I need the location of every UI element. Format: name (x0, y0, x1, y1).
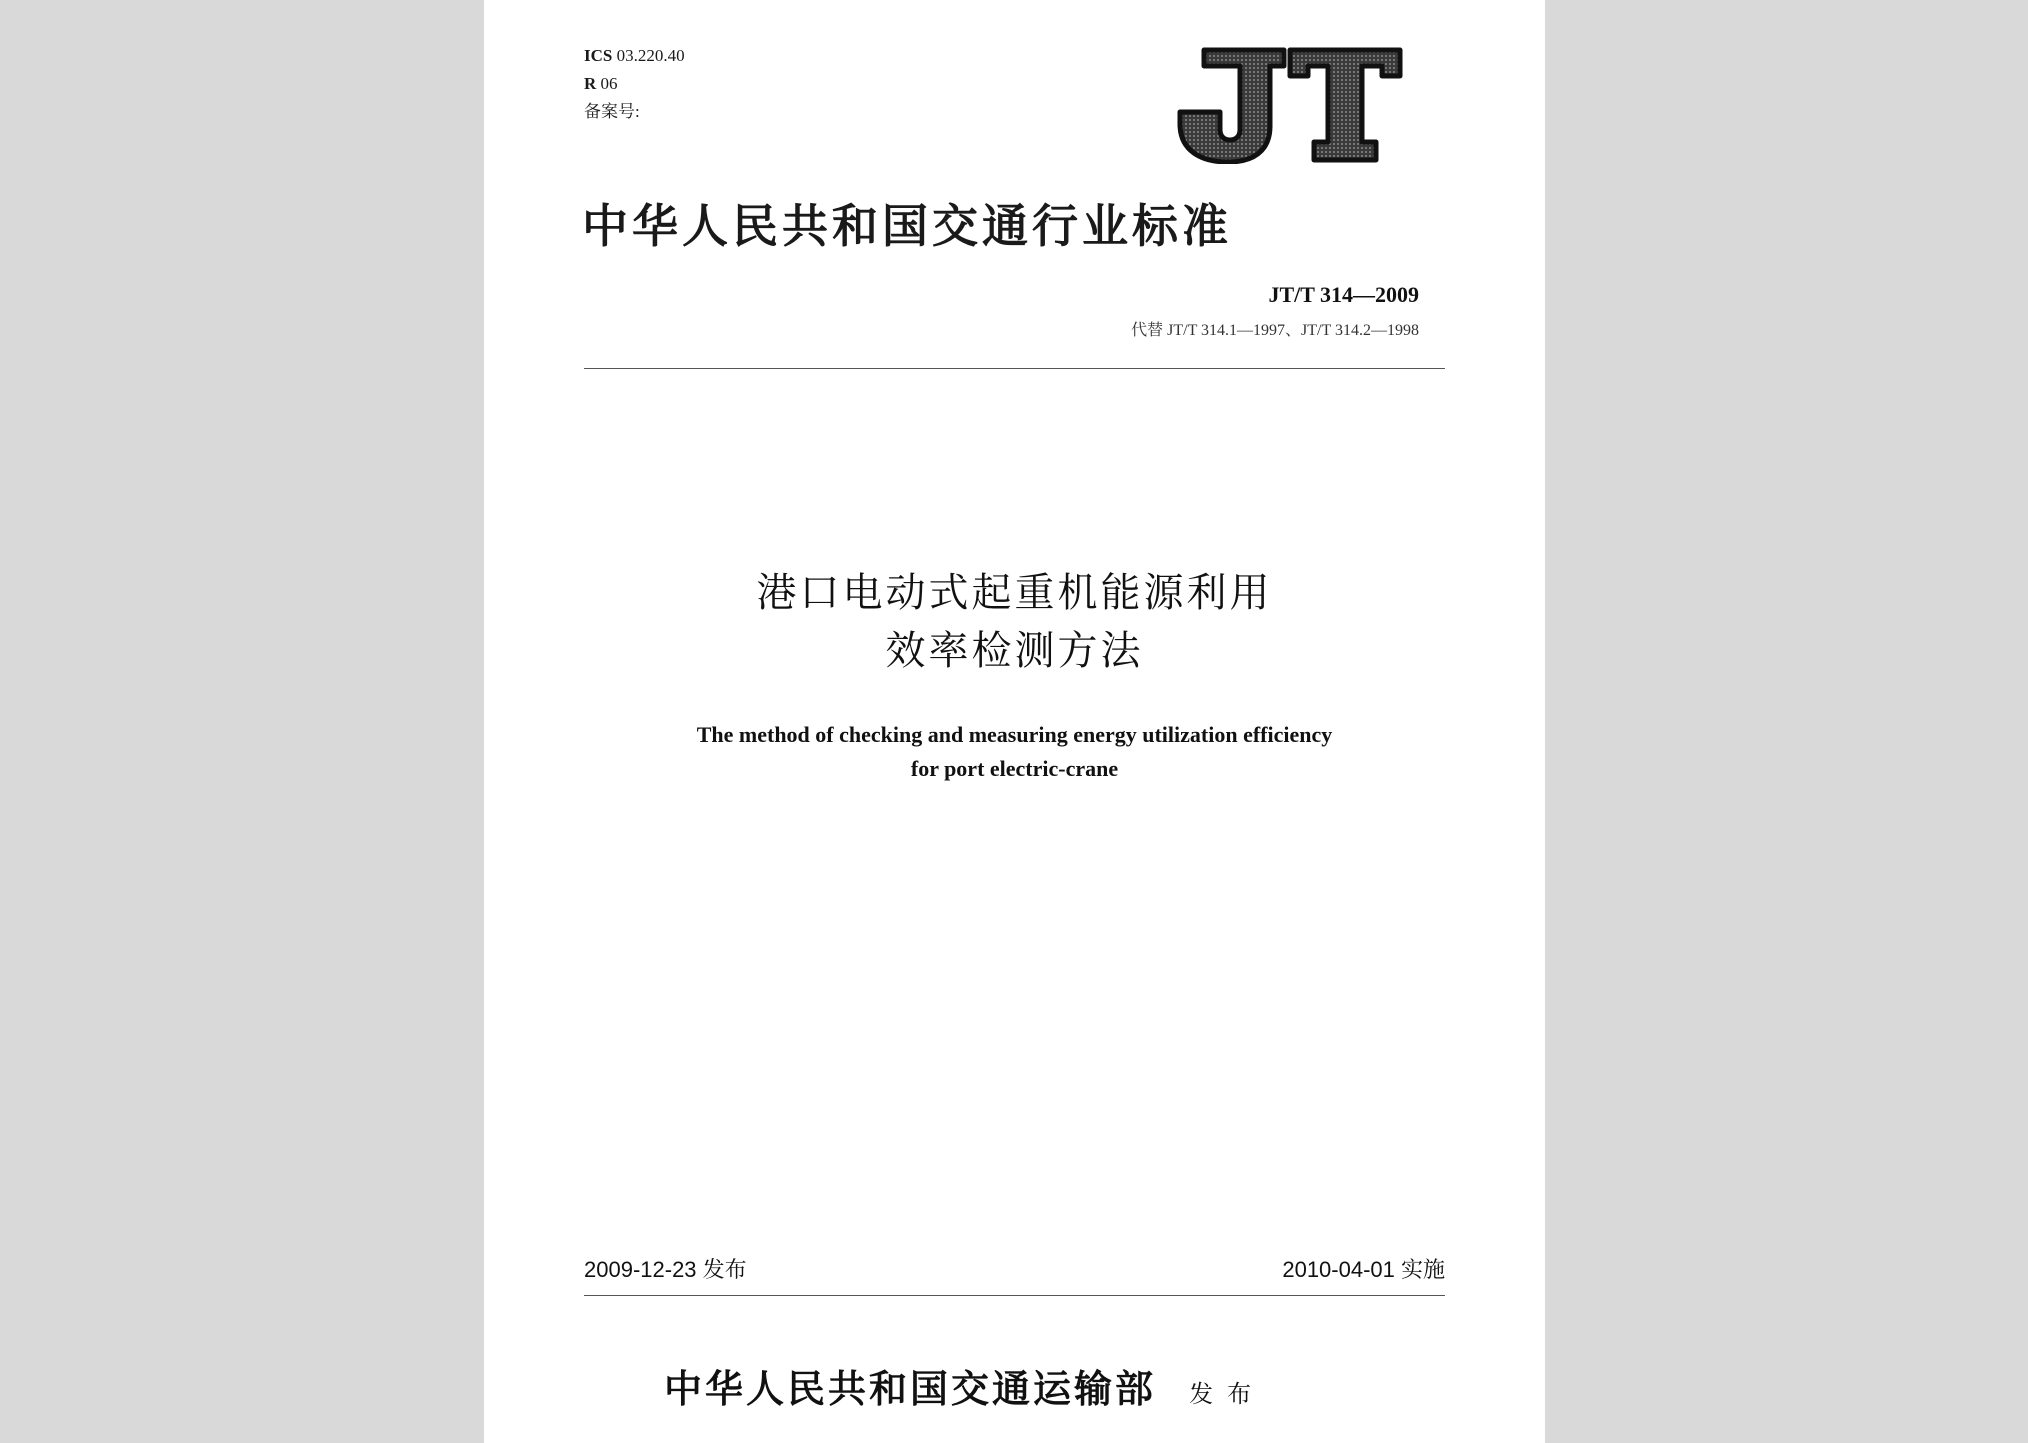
publisher (664, 1358, 1265, 1413)
class-label: R (584, 74, 597, 93)
standard-code: JT/T 314—2009 (1268, 282, 1419, 307)
classification-block (584, 42, 685, 126)
industry-standard-title: 中华人民共和国交通行业标准 (582, 199, 1232, 253)
english-title-line-2: for port electric-crane (910, 756, 1119, 781)
ics-label: ICS (584, 46, 613, 65)
ics-code (584, 42, 685, 70)
publisher-suffix: 发布 (1189, 1380, 1266, 1408)
ics-value: 03.220.40 (616, 46, 685, 65)
class-value: 06 (600, 74, 618, 93)
jt-logo (1176, 46, 1404, 164)
document-page (484, 0, 1545, 1443)
english-title (484, 718, 1545, 786)
header-divider (584, 368, 1445, 369)
chinese-title-line-2: 效率检测方法 (885, 628, 1144, 674)
class-code (584, 70, 685, 98)
footer-divider (584, 1295, 1445, 1296)
implementation-date: 2010-04-01 实施 (1282, 1257, 1445, 1282)
chinese-title-line-1: 港口电动式起重机能源利用 (756, 570, 1273, 616)
replaces-standards: 代替 JT/T 314.1—1997、JT/T 314.2—1998 (1131, 322, 1419, 339)
record-number: 备案号: (584, 102, 640, 121)
english-title-line-1: The method of checking and measuring energy utilization efficiency (696, 722, 1333, 747)
publisher-org: 中华人民共和国交通运输部 (664, 1367, 1157, 1411)
issue-date: 2009-12-23 发布 (584, 1257, 747, 1282)
chinese-title (484, 564, 1545, 680)
